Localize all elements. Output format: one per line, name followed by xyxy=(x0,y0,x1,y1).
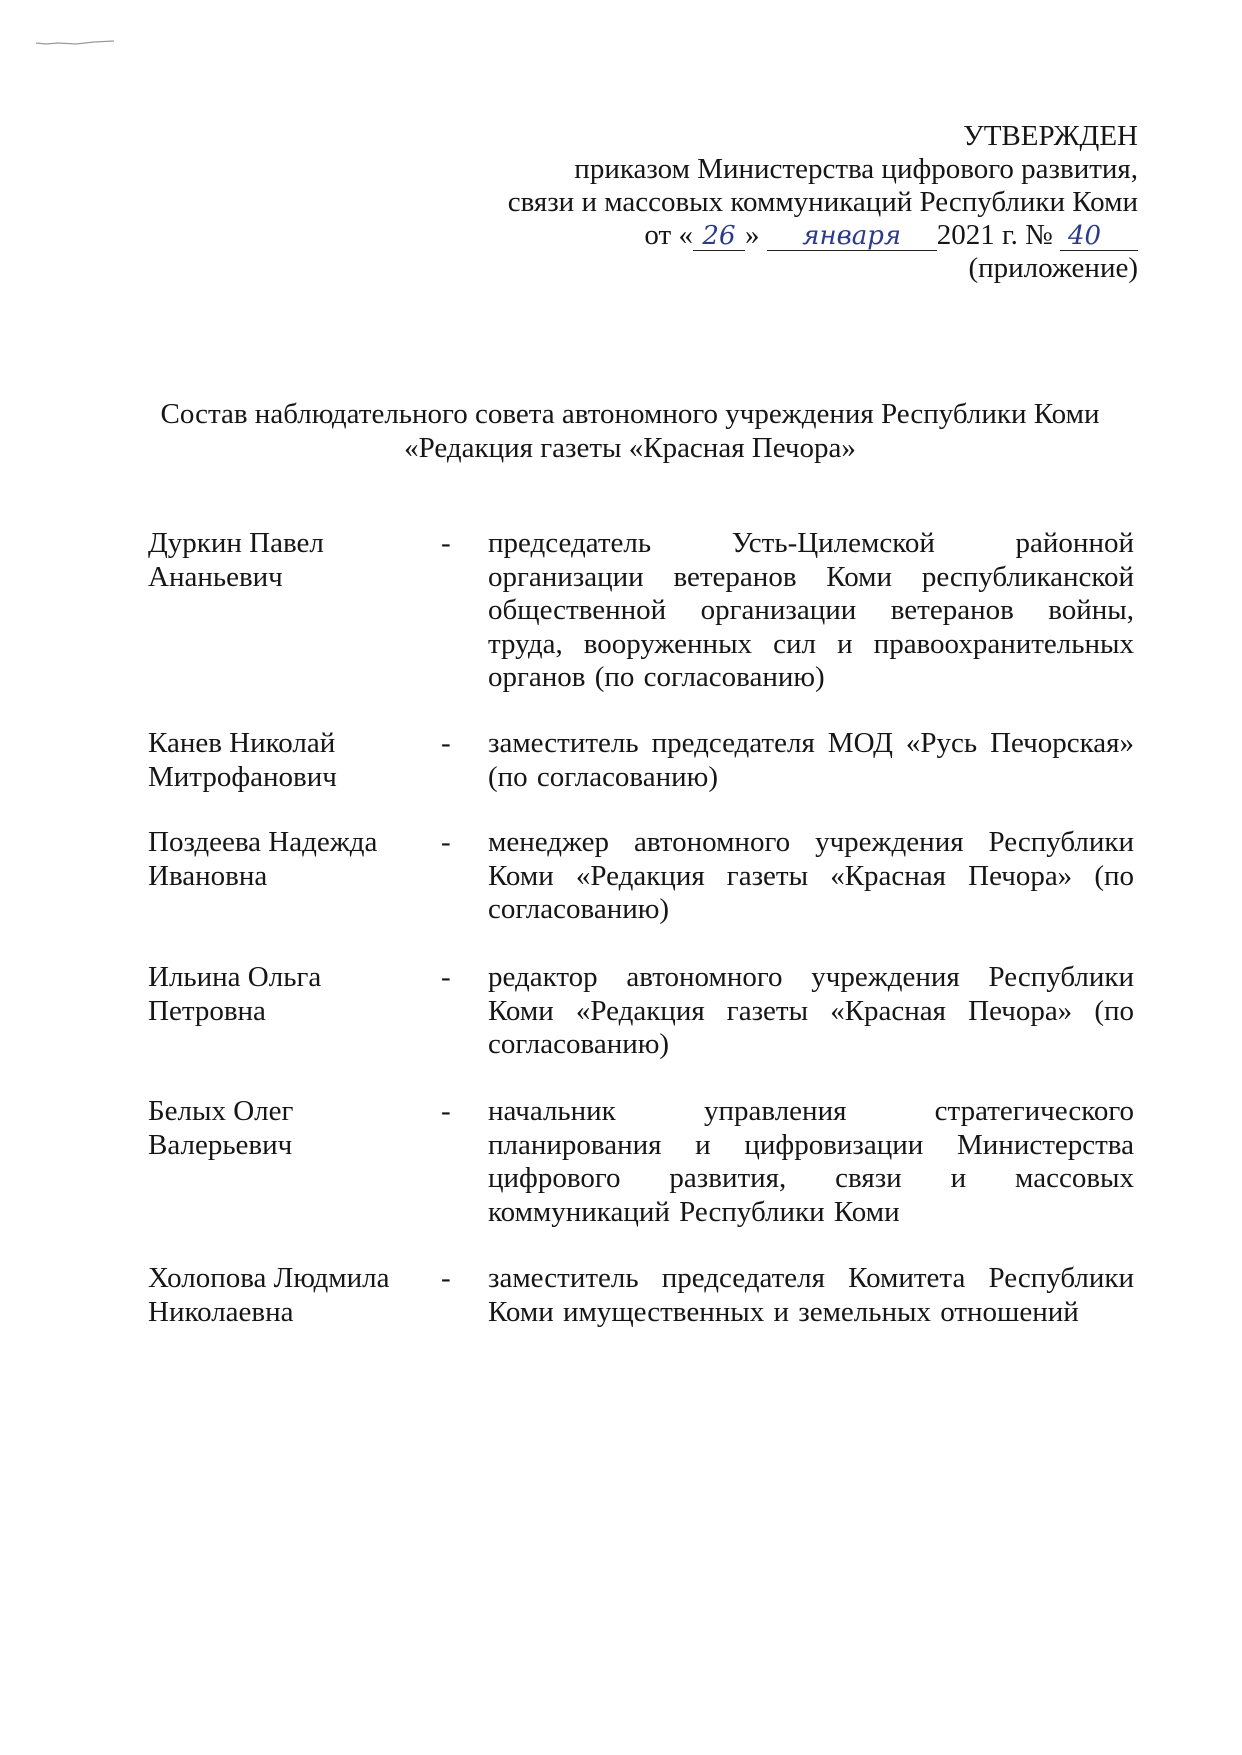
member-patronymic: Николаевна xyxy=(148,1295,294,1328)
member-name xyxy=(148,1262,428,1329)
member-patronymic: Ивановна xyxy=(148,859,268,892)
date-day-handwritten: 26 xyxy=(702,221,736,251)
member-dash: - xyxy=(441,1095,451,1127)
member-name xyxy=(148,727,428,794)
member-role: начальник управления стратегического планирования и цифровизации Министерства цифрового развития, связи и массовых коммуникаций Республики Коми xyxy=(488,1095,1134,1228)
order-number-handwritten: 40 xyxy=(1068,221,1102,251)
attachment-label: (приложение) xyxy=(968,252,1138,284)
member-patronymic: Валерьевич xyxy=(148,1128,293,1161)
order-line-2: связи и массовых коммуникаций Республики Коми xyxy=(507,186,1138,218)
title-line-1: Состав наблюдательного совета автономного учреждения Республики Коми xyxy=(160,398,1100,430)
order-number-field xyxy=(1060,221,1138,251)
member-dash: - xyxy=(441,961,451,993)
member-surname-name: Канев Николай xyxy=(148,727,336,759)
member-dash: - xyxy=(441,826,451,858)
member-name xyxy=(148,527,428,594)
date-prefix: от « xyxy=(644,219,693,251)
member-name xyxy=(148,961,428,1028)
date-year: 2021 г. № xyxy=(936,219,1053,251)
member-name xyxy=(148,1095,428,1162)
approved-label: УТВЕРЖДЕН xyxy=(963,120,1138,152)
member-role: председатель Усть-Цилемской районной организации ветеранов Коми республиканской общественной организации ветеранов войны, труда, вооруженных сил и правоохранительных органов (по согласованию) xyxy=(488,527,1134,693)
date-day-field xyxy=(693,221,745,251)
member-dash: - xyxy=(441,527,451,559)
date-month-handwritten: января xyxy=(802,221,902,251)
scan-artifact-mark xyxy=(36,40,114,46)
member-surname-name: Дуркин Павел xyxy=(148,527,324,559)
member-name xyxy=(148,826,428,893)
order-date-line xyxy=(378,219,1138,252)
member-role: менеджер автономного учреждения Республики Коми «Редакция газеты «Красная Печора» (по согласованию) xyxy=(488,826,1134,925)
member-patronymic: Ананьевич xyxy=(148,560,283,593)
member-role: редактор автономного учреждения Республики Коми «Редакция газеты «Красная Печора» (по согласованию) xyxy=(488,961,1134,1060)
title-line-2: «Редакция газеты «Красная Печора» xyxy=(404,432,856,464)
member-surname-name: Поздеева Надежда xyxy=(148,826,378,858)
member-patronymic: Петровна xyxy=(148,994,266,1027)
member-role: заместитель председателя Комитета Республики Коми имущественных и земельных отношений xyxy=(488,1262,1134,1328)
approval-stamp-block xyxy=(378,120,1138,285)
date-month-field xyxy=(767,221,937,251)
member-dash: - xyxy=(441,727,451,759)
date-mid: » xyxy=(744,219,760,251)
member-dash: - xyxy=(441,1262,451,1294)
member-role: заместитель председателя МОД «Русь Печорская» (по согласованию) xyxy=(488,727,1134,793)
member-patronymic: Митрофанович xyxy=(148,760,337,793)
member-surname-name: Белых Олег xyxy=(148,1095,294,1127)
document-title xyxy=(140,397,1120,465)
member-surname-name: Холопова Людмила xyxy=(148,1262,390,1294)
member-surname-name: Ильина Ольга xyxy=(148,961,322,993)
order-line-1: приказом Министерства цифрового развития, xyxy=(574,153,1138,185)
